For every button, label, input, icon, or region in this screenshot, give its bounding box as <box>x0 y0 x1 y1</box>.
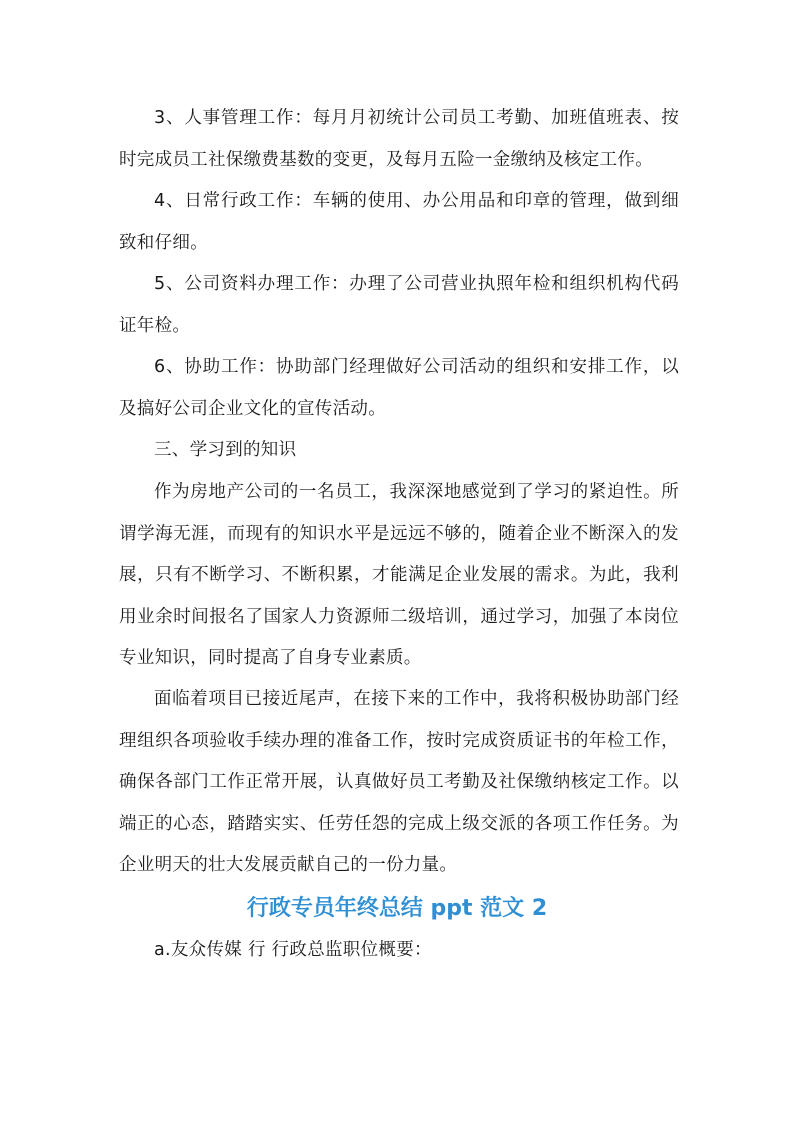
paragraph-learning: 作为房地产公司的一名员工，我深深地感觉到了学习的紧迫性。所谓学海无涯，而现有的知识水平是远远不够的，随着企业不断深入的发展，只有不断学习、不断积累，才能满足企业发展的需求。为此，我利用业余时间报名了国家人力资源师二级培训，通过学习，加强了本岗位专业知识，同时提高了自身专业素质。 <box>119 482 679 668</box>
section-heading-knowledge: 三、学习到的知识 <box>154 440 297 460</box>
paragraph-job-overview: a.友众传媒 行 行政总监职位概要： <box>154 940 432 960</box>
paragraph-daily-admin: 4、日常行政工作：车辆的使用、办公用品和印章的管理，做到细致和仔细。 <box>119 191 679 253</box>
paragraph-company-documents: 5、公司资料办理工作：办理了公司营业执照年检和组织机构代码证年检。 <box>119 274 679 336</box>
paragraph-future-plans: 面临着项目已接近尾声，在接下来的工作中，我将积极协助部门经理组织各项验收手续办理的准备工作，按时完成资质证书的年检工作，确保各部门工作正常开展，认真做好员工考勤及社保缴纳核定工作。以端正的心态，踏踏实实、任劳任怨的完成上级交派的各项工作任务。为企业明天的壮大发展贡献自己的一份力量。 <box>119 689 679 875</box>
paragraph-assistance-work: 6、协助工作：协助部门经理做好公司活动的组织和安排工作，以及搞好公司企业文化的宣传活动。 <box>119 357 679 419</box>
section-title: 行政专员年终总结 ppt 范文 2 <box>246 896 548 921</box>
paragraph-hr-management: 3、人事管理工作：每月月初统计公司员工考勤、加班值班表、按时完成员工社保缴费基数的变更，及每月五险一金缴纳及核定工作。 <box>119 108 679 170</box>
